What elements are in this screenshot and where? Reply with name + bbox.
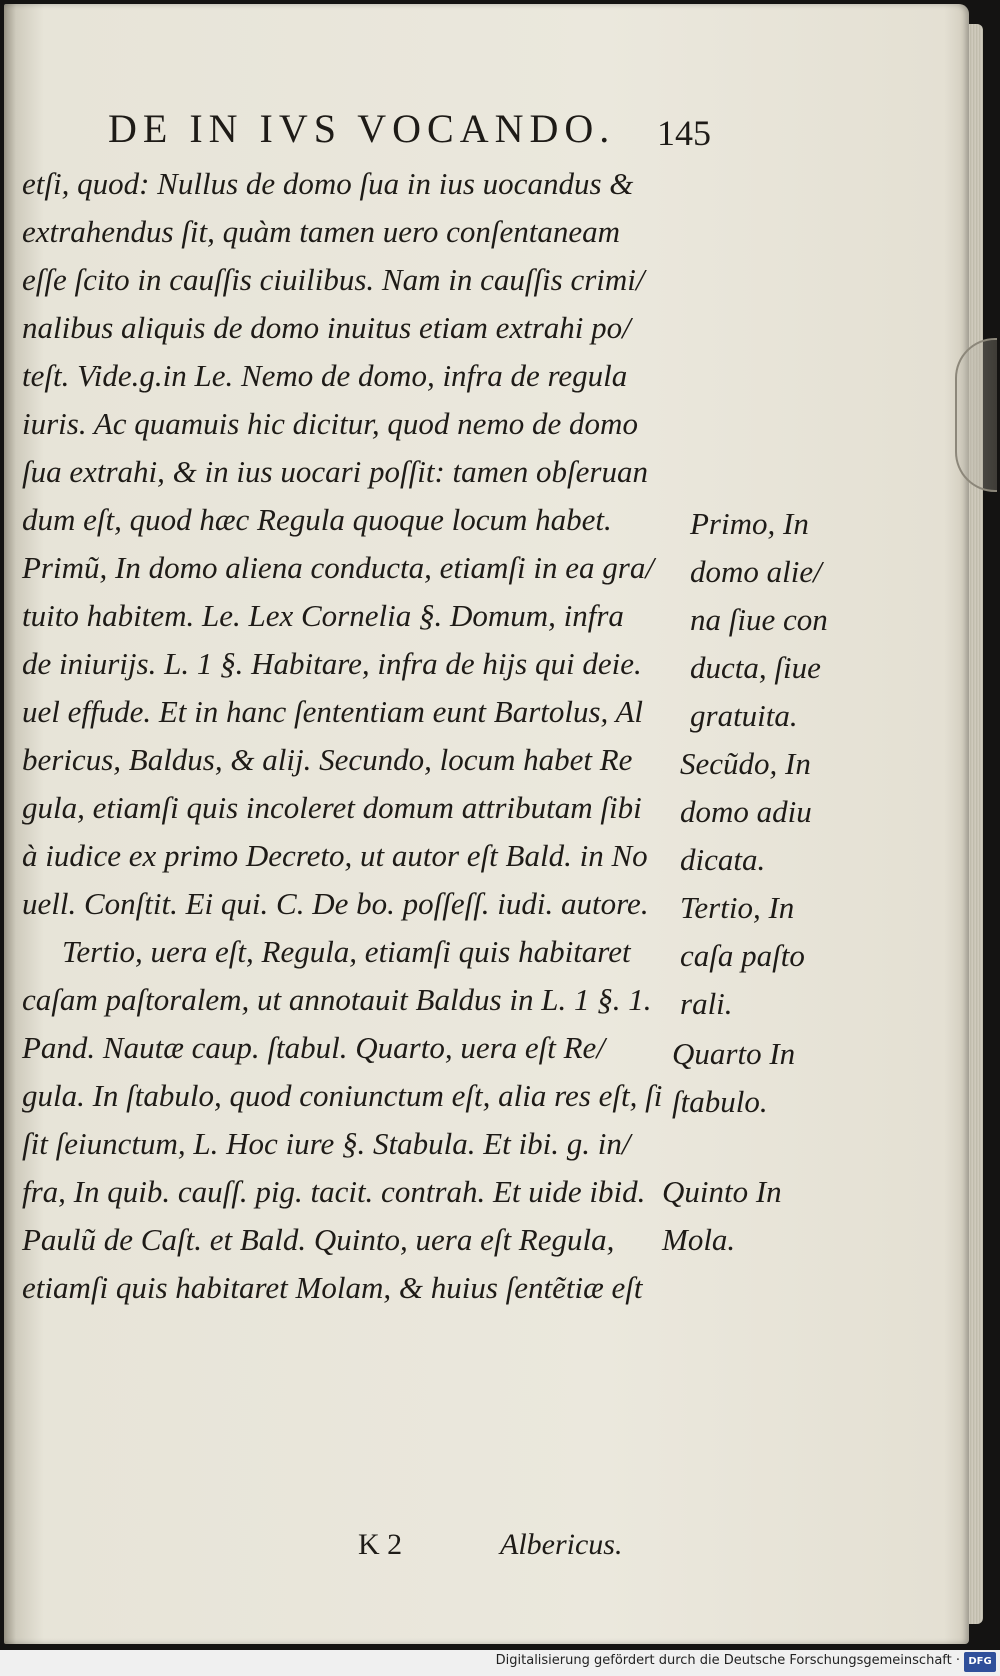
margin-note-line: rali. bbox=[680, 986, 733, 1021]
main-text-block bbox=[22, 160, 722, 1312]
text-line: etiamſi quis habitaret Molam, & huius ſentẽtiæ eſt bbox=[22, 1270, 643, 1305]
text-line: extrahendus ſit, quàm tamen uero conſentaneam bbox=[22, 214, 621, 249]
text-line: fra, In quib. cauſſ. pig. tacit. contrah. Et uide ibid. bbox=[22, 1174, 646, 1209]
margin-note bbox=[662, 1168, 832, 1264]
text-line: gula, etiamſi quis incoleret domum attributam ſibi bbox=[22, 790, 642, 825]
text-line: uell. Conſtit. Ei qui. C. De bo. poſſeſſ. iudi. autore. bbox=[22, 886, 649, 921]
text-line: de iniurijs. L. 1 §. Habitare, infra de hijs qui deie. bbox=[22, 646, 642, 681]
text-line: ſit ſeiunctum, L. Hoc iure §. Stabula. Et ibi. g. in/ bbox=[22, 1126, 631, 1161]
text-line: Tertio, uera eſt, Regula, etiamſi quis habitaret bbox=[62, 934, 631, 969]
text-line: dum eſt, quod hæc Regula quoque locum habet. bbox=[22, 502, 612, 537]
text-line: ſua extrahi, & in ius uocari poſſit: tamen obſeruan bbox=[22, 454, 648, 489]
margin-note-line: Mola. bbox=[662, 1222, 736, 1257]
margin-note-line: ducta, ſiue bbox=[690, 650, 821, 685]
text-line: teſt. Vide.g.in Le. Nemo de domo, infra de regula bbox=[22, 358, 628, 393]
text-line: Pand. Nautæ caup. ſtabul. Quarto, uera eſt Re/ bbox=[22, 1030, 605, 1065]
dfg-logo-icon: DFG bbox=[964, 1652, 996, 1672]
text-line: Paulũ de Caſt. et Bald. Quinto, uera eſt Regula, bbox=[22, 1222, 615, 1257]
catchword: Albericus. bbox=[500, 1528, 623, 1561]
margin-note bbox=[672, 1030, 842, 1126]
margin-note-line: Secũdo, In bbox=[680, 746, 811, 781]
text-line: gula. In ſtabulo, quod coniunctum eſt, alia res eſt, ſi bbox=[22, 1078, 663, 1113]
text-line: caſam paſtoralem, ut annotauit Baldus in L. 1 §. 1. bbox=[22, 982, 652, 1017]
margin-note-line: caſa paſto bbox=[680, 938, 805, 973]
footer-bar bbox=[0, 1650, 1000, 1676]
margin-note-line: Quinto In bbox=[662, 1174, 782, 1209]
margin-note-line: Tertio, In bbox=[680, 890, 795, 925]
text-line: eſſe ſcito in cauſſis ciuilibus. Nam in cauſſis crimi/ bbox=[22, 262, 645, 297]
running-head: DE IN IVS VOCANDO. bbox=[108, 106, 616, 151]
text-line: à iudice ex primo Decreto, ut autor eſt Bald. in No bbox=[22, 838, 648, 873]
text-line: etſi, quod: Nullus de domo ſua in ius uocandus & bbox=[22, 166, 634, 201]
footer-credit: Digitalisierung gefördert durch die Deutsche Forschungsgemeinschaft · bbox=[495, 1653, 960, 1668]
margin-note-line: domo alie/ bbox=[690, 554, 822, 589]
text-line: tuito habitem. Le. Lex Cornelia §. Domum, infra bbox=[22, 598, 624, 633]
signature-mark: K 2 bbox=[358, 1528, 403, 1561]
margin-note-line: Quarto In bbox=[672, 1036, 796, 1071]
text-line: iuris. Ac quamuis hic dicitur, quod nemo de domo bbox=[22, 406, 638, 441]
margin-note bbox=[680, 884, 850, 1028]
page-number: 145 bbox=[657, 113, 711, 153]
margin-note-line: ſtabulo. bbox=[672, 1084, 768, 1119]
text-line: uel effude. Et in hanc ſententiam eunt Bartolus, Al bbox=[22, 694, 644, 729]
margin-note-line: gratuita. bbox=[690, 698, 798, 733]
margin-note bbox=[690, 500, 860, 740]
page-tab-shadow bbox=[955, 338, 997, 492]
text-line: Primũ, In domo aliena conducta, etiamſi in ea gra/ bbox=[22, 550, 654, 585]
page-edges bbox=[969, 24, 983, 1624]
margin-note-line: na ſiue con bbox=[690, 602, 828, 637]
text-line: nalibus aliquis de domo inuitus etiam extrahi po/ bbox=[22, 310, 631, 345]
margin-note bbox=[680, 740, 850, 884]
margin-note-line: dicata. bbox=[680, 842, 766, 877]
margin-note-line: domo adiu bbox=[680, 794, 812, 829]
margin-note-line: Primo, In bbox=[690, 506, 809, 541]
text-line: bericus, Baldus, & alij. Secundo, locum habet Re bbox=[22, 742, 633, 777]
